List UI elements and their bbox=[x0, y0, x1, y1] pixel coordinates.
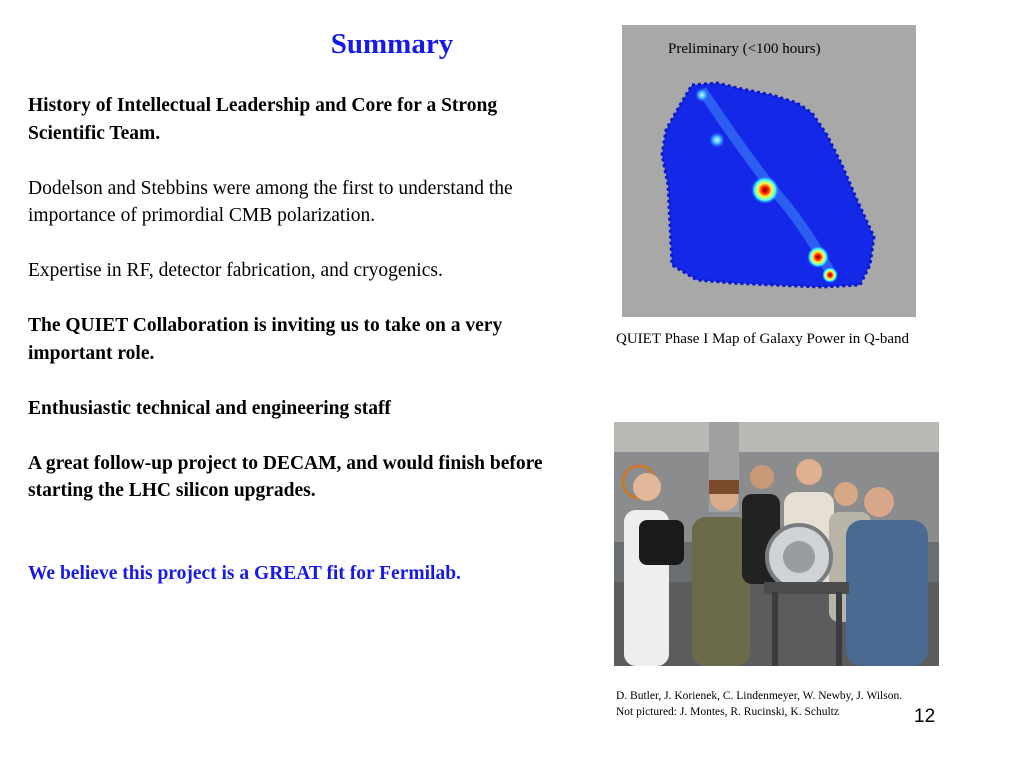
hot-spot bbox=[807, 246, 829, 268]
hot-spot bbox=[751, 176, 779, 204]
bright-spot bbox=[695, 88, 709, 102]
photo-credits: D. Butler, J. Korienek, C. Lindenmeyer, W. Newby, J. Wilson. Not pictured: J. Montes, R. Rucinski, K. Schultz bbox=[616, 690, 903, 718]
detector-plate bbox=[639, 520, 684, 565]
galaxy-power-map bbox=[622, 25, 916, 317]
page-number: 12 bbox=[914, 706, 936, 727]
hot-spot bbox=[822, 267, 838, 283]
point-polarization: Dodelson and Stebbins were among the first to understand the importance of primordial CMB polarization. bbox=[28, 177, 513, 226]
point-expertise: Expertise in RF, detector fabrication, and cryogenics. bbox=[28, 260, 443, 281]
point-leadership: History of Intellectual Leadership and Core for a Strong Scientific Team. bbox=[28, 95, 498, 144]
point-collaboration: The QUIET Collaboration is inviting us to take on a very important role. bbox=[28, 315, 503, 364]
point-followup: A great follow-up project to DECAM, and would finish before starting the LHC silicon upgrades. bbox=[28, 452, 543, 501]
point-staff: Enthusiastic technical and engineering staff bbox=[28, 397, 391, 419]
map-caption: QUIET Phase I Map of Galaxy Power in Q-band bbox=[616, 331, 909, 347]
slide-title: Summary bbox=[330, 28, 454, 60]
map-label: Preliminary (<100 hours) bbox=[668, 41, 821, 57]
team-photo-image bbox=[614, 422, 939, 666]
summary-text bbox=[28, 92, 548, 615]
bright-spot bbox=[709, 132, 725, 148]
team-photo bbox=[614, 422, 939, 666]
map-image bbox=[622, 25, 916, 317]
conclusion: We believe this project is a GREAT fit for Fermilab. bbox=[28, 562, 461, 584]
